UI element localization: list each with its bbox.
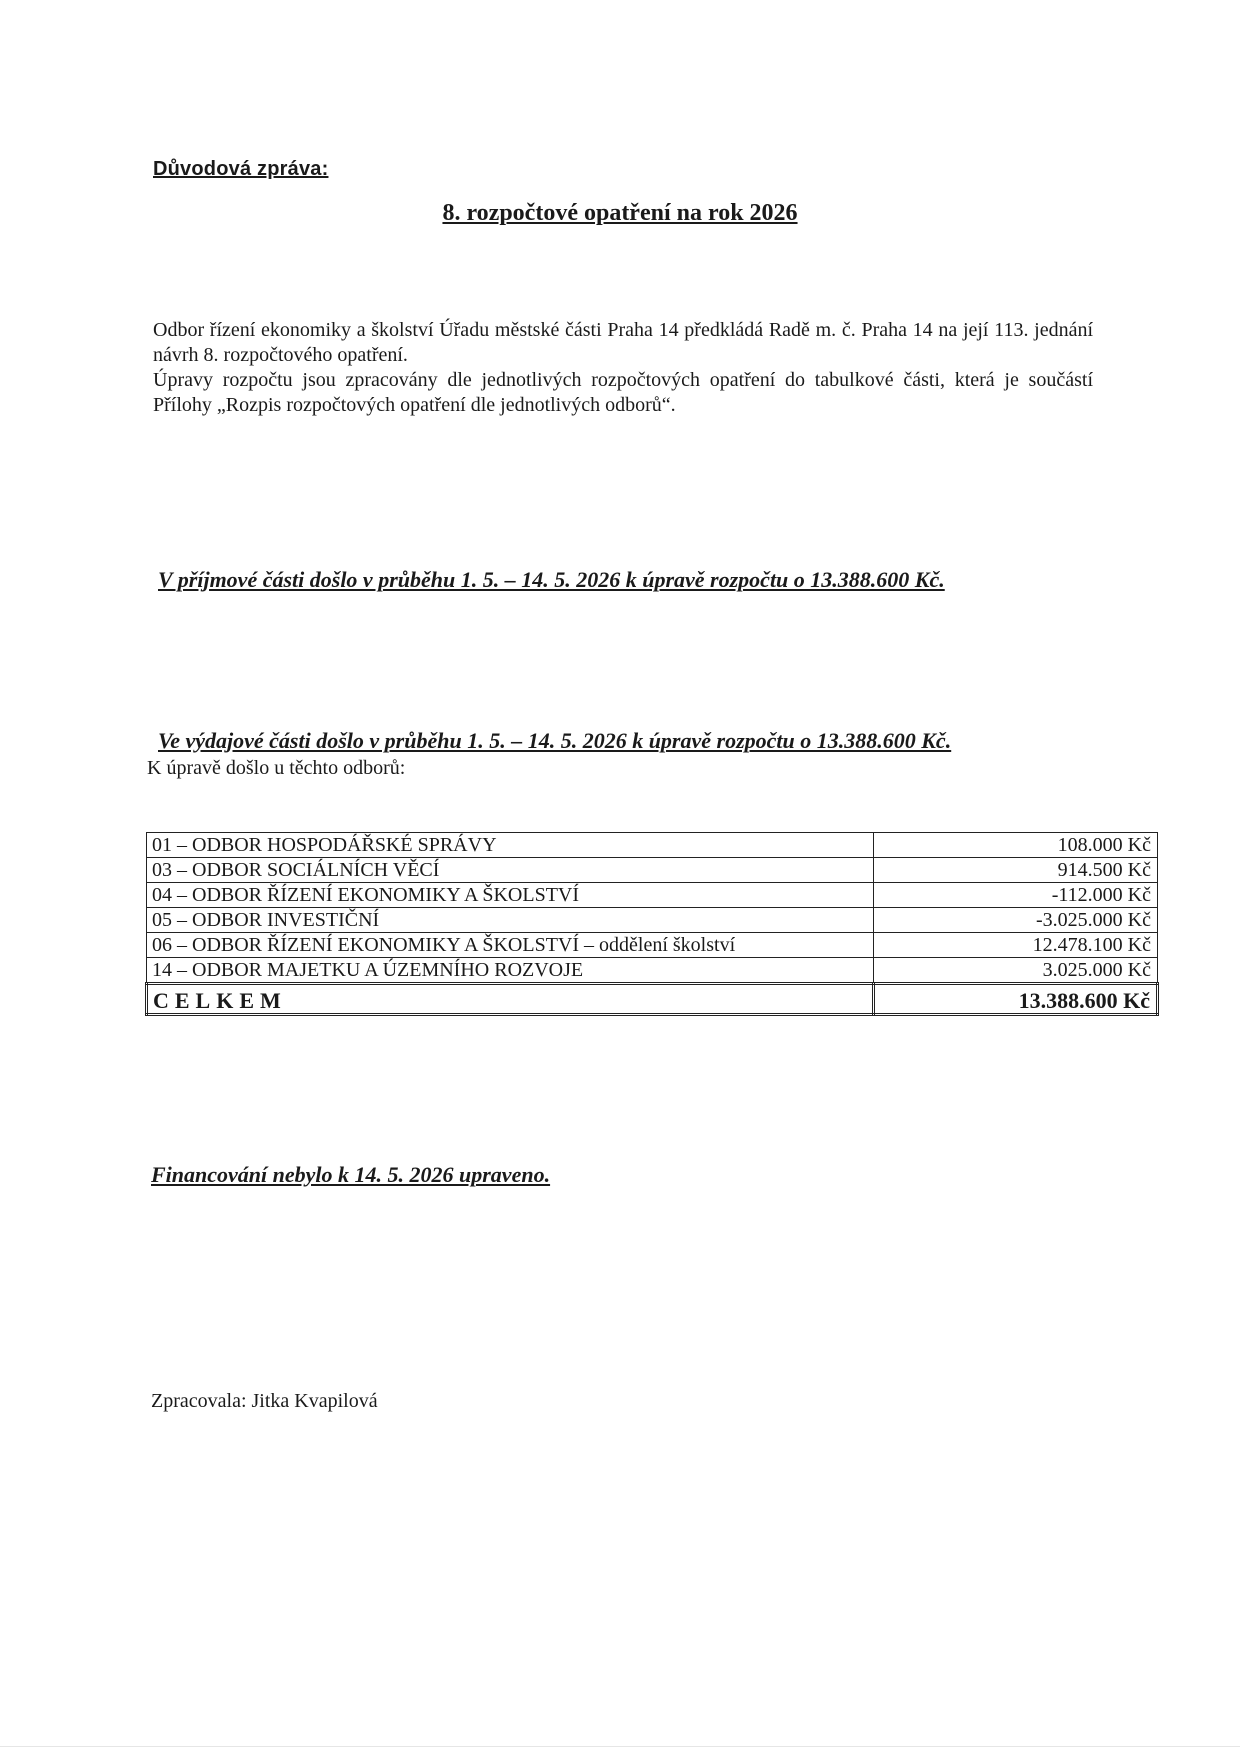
department-name: 05 – ODBOR INVESTIČNÍ — [147, 908, 874, 933]
table-row — [147, 908, 1158, 933]
department-amount: 914.500 Kč — [874, 858, 1158, 883]
total-row — [147, 984, 1158, 1015]
financing-statement: Financování nebylo k 14. 5. 2026 upraveno. — [151, 1162, 551, 1187]
total-amount: 13.388.600 Kč — [874, 984, 1158, 1015]
total-label: CELKEM — [147, 984, 874, 1015]
department-name: 03 – ODBOR SOCIÁLNÍCH VĚCÍ — [147, 858, 874, 883]
department-amount: 12.478.100 Kč — [874, 933, 1158, 958]
report-heading: Důvodová zpráva: — [153, 158, 329, 180]
intro-paragraph-2: Úpravy rozpočtu jsou zpracovány dle jednotlivých rozpočtových opatření do tabulkové části, která je součástí Přílohy „Rozpis rozpočtových opatření dle jednotlivých odborů“. — [153, 369, 1093, 416]
expense-subheading: K úpravě došlo u těchto odborů: — [147, 757, 406, 779]
table-row — [147, 883, 1158, 908]
department-name: 14 – ODBOR MAJETKU A ÚZEMNÍHO ROZVOJE — [147, 958, 874, 984]
department-amount: 108.000 Kč — [874, 833, 1158, 858]
scan-edge-divider — [0, 1746, 1240, 1747]
intro-text — [153, 318, 1093, 418]
department-table — [145, 832, 1159, 1016]
department-amount: -112.000 Kč — [874, 883, 1158, 908]
department-amount: -3.025.000 Kč — [874, 908, 1158, 933]
intro-paragraph-1: Odbor řízení ekonomiky a školství Úřadu městské části Praha 14 předkládá Radě m. č. Praha 14 na její 113. jednání návrh 8. rozpočtového opatření. — [153, 319, 1093, 366]
prepared-by: Zpracovala: Jitka Kvapilová — [151, 1390, 378, 1412]
table-row — [147, 933, 1158, 958]
department-name: 06 – ODBOR ŘÍZENÍ EKONOMIKY A ŠKOLSTVÍ – oddělení školství — [147, 933, 874, 958]
department-amount: 3.025.000 Kč — [874, 958, 1158, 984]
table-row — [147, 858, 1158, 883]
table-row — [147, 833, 1158, 858]
table-row — [147, 958, 1158, 984]
revenue-statement: V příjmové části došlo v průběhu 1. 5. – 14. 5. 2026 k úpravě rozpočtu o 13.388.600 Kč. — [158, 567, 945, 592]
department-name: 04 – ODBOR ŘÍZENÍ EKONOMIKY A ŠKOLSTVÍ — [147, 883, 874, 908]
document-title: 8. rozpočtové opatření na rok 2026 — [442, 200, 798, 226]
department-name: 01 – ODBOR HOSPODÁŘSKÉ SPRÁVY — [147, 833, 874, 858]
expense-statement: Ve výdajové části došlo v průběhu 1. 5. – 14. 5. 2026 k úpravě rozpočtu o 13.388.600 Kč. — [158, 728, 952, 753]
